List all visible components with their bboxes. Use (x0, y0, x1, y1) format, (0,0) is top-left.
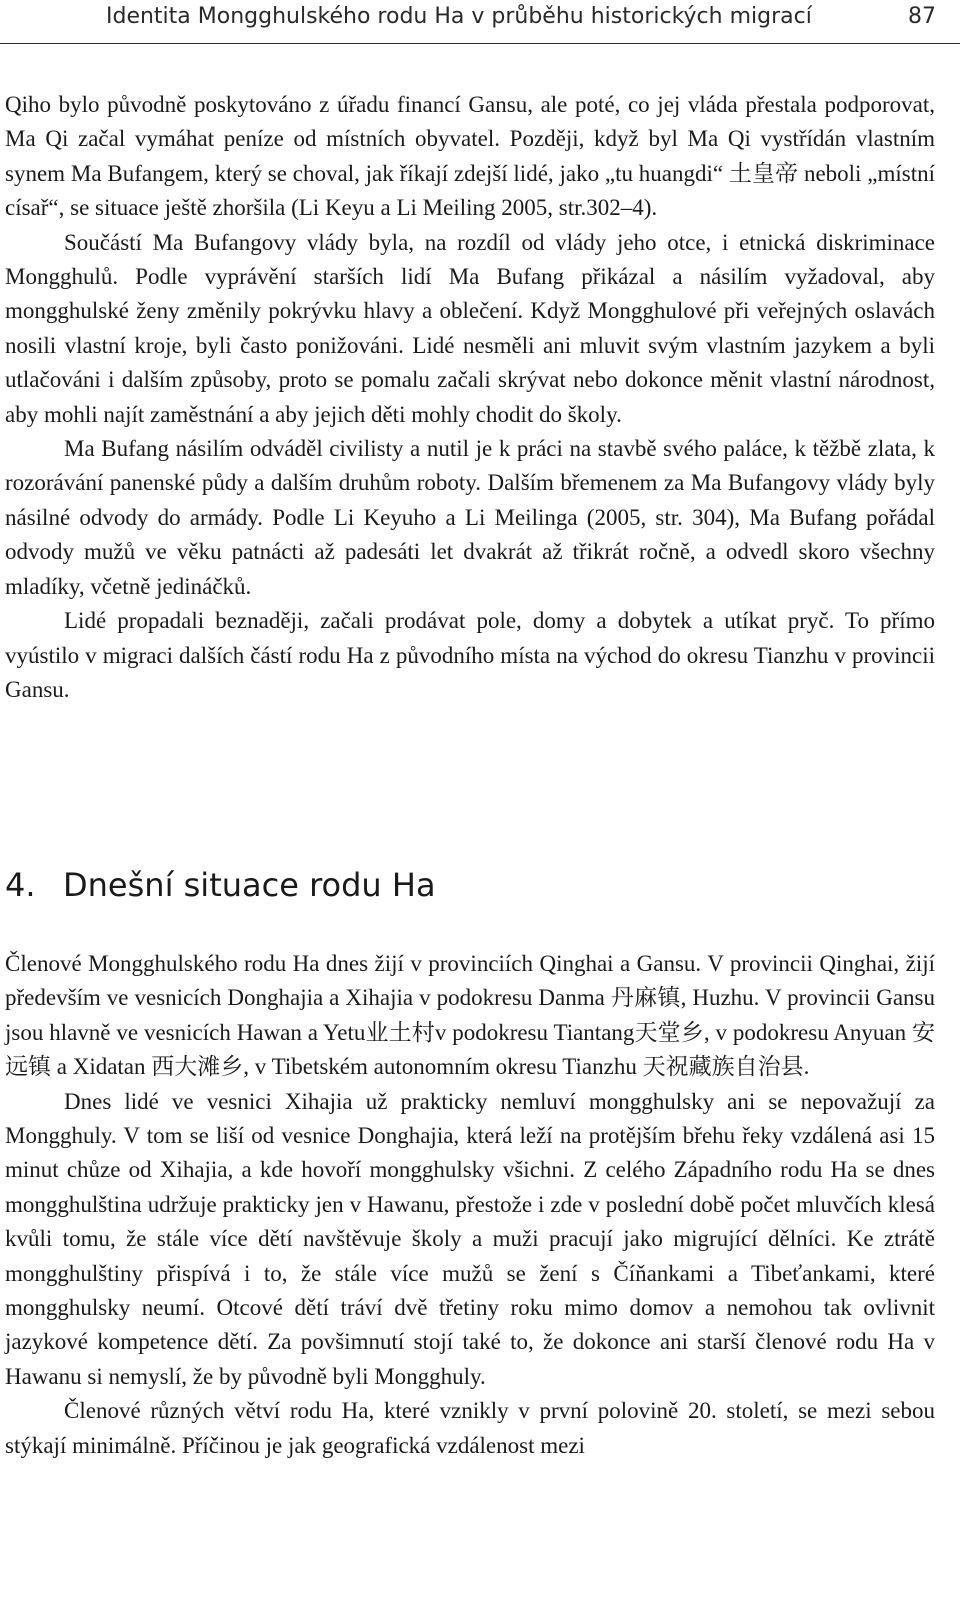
section-text-current-situation (5, 947, 935, 1463)
section-text-migration (5, 88, 935, 707)
paragraph: Qiho bylo původně poskytováno z úřadu financí Gansu, ale poté, co jej vláda přestala podporovat, Ma Qi začal vymáhat peníze od místních obyvatel. Později, když byl Ma Qi vystřídán vlastním synem Ma Bufangem, který se choval, jak říkají zdejší lidé, jako „tu huangdi“ 土皇帝 neboli „místní císař“, se situace ještě zhoršila (Li Keyu a Li Meiling 2005, str.302–4). (5, 92, 935, 221)
section-title: Dnešní situace rodu Ha (63, 866, 436, 904)
paragraph: Lidé propadali beznaději, začali prodávat pole, domy a dobytek a utíkat pryč. To přímo vyústilo v migraci dalších částí rodu Ha z původního místa na východ do okresu Tianzhu v provincii Gansu. (5, 608, 935, 702)
paragraph: Členové Mongghulského rodu Ha dnes žijí v provinciích Qinghai a Gansu. V provincii Qinghai, žijí především ve vesnicích Donghajia a Xihajia v podokresu Danma 丹麻镇, Huzhu. V provincii Gansu jsou hlavně ve vesnicích Hawan a Yetu业土村v podokresu Tiantang天堂乡, v podokresu Anyuan 安远镇 a Xidatan 西大滩乡, v Tibetském autonomním okresu Tianzhu 天祝藏族自治县. (5, 951, 935, 1080)
running-header (0, 0, 960, 44)
paragraph: Členové různých větví rodu Ha, které vznikly v první polovině 20. století, se mezi sebou stýkají minimálně. Příčinou je jak geografická vzdálenost mezi (5, 1398, 935, 1458)
section-heading (5, 866, 436, 904)
paragraph: Dnes lidé ve vesnici Xihajia už prakticky nemluví mongghulsky ani se nepovažují za Mongghuly. V tom se liší od vesnice Donghajia, která leží na protějším břehu řeky vzdálená asi 15 minut chůze od Xihajia, a kde hovoří mongghulsky všichni. Z celého Západního rodu Ha se dnes mongghulština udržuje prakticky jen v Hawanu, přestože i zde v poslední době počet mluvčích klesá kvůli tomu, že stále více dětí navštěvuje školy a muži pracují jako migrující dělníci. Ke ztrátě mongghulštiny přispívá i to, že stále více mužů se žení s Číňankami a Tibeťankami, které mongghulsky neumí. Otcové dětí tráví dvě třetiny roku mimo domov a nemohou tak ovlivnit jazykové kompetence dětí. Za povšimnutí stojí také to, že dokonce ani starší členové rodu Ha v Hawanu si nemyslí, že by původně byli Mongghuly. (5, 1088, 935, 1389)
paragraph: Součástí Ma Bufangovy vlády byla, na rozdíl od vlády jeho otce, i etnická diskriminace Mongghulů. Podle vyprávění starších lidí Ma Bufang přikázal a násilím vyžadoval, aby mongghulské ženy změnily pokrývku hlavy a oblečení. Když Mongghulové při veřejných oslavách nosili vlastní kroje, byli často ponižováni. Lidé nesměli ani mluvit svým vlastním jazykem a byli utlačováni i dalším způsoby, proto se pomalu začali skrývat nebo dokonce měnit vlastní národnost, aby mohli najít zaměstnání a aby jejich děti mohly chodit do školy. (5, 229, 935, 427)
running-title: Identita Mongghulského rodu Ha v průběhu historických migrací (106, 4, 812, 29)
page-number: 87 (908, 4, 936, 29)
section-number: 4. (5, 866, 36, 904)
paragraph: Ma Bufang násilím odváděl civilisty a nutil je k práci na stavbě svého paláce, k těžbě zlata, k rozorávání panenské půdy a dalším druhům roboty. Dalším břemenem za Ma Bufangovy vlády byly násilné odvody do armády. Podle Li Keyuho a Li Meilinga (2005, str. 304), Ma Bufang pořádal odvody mužů ve věku patnácti až padesáti let dvakrát až třikrát ročně, a odvedl skoro všechny mladíky, včetně jedináčků. (5, 436, 935, 599)
